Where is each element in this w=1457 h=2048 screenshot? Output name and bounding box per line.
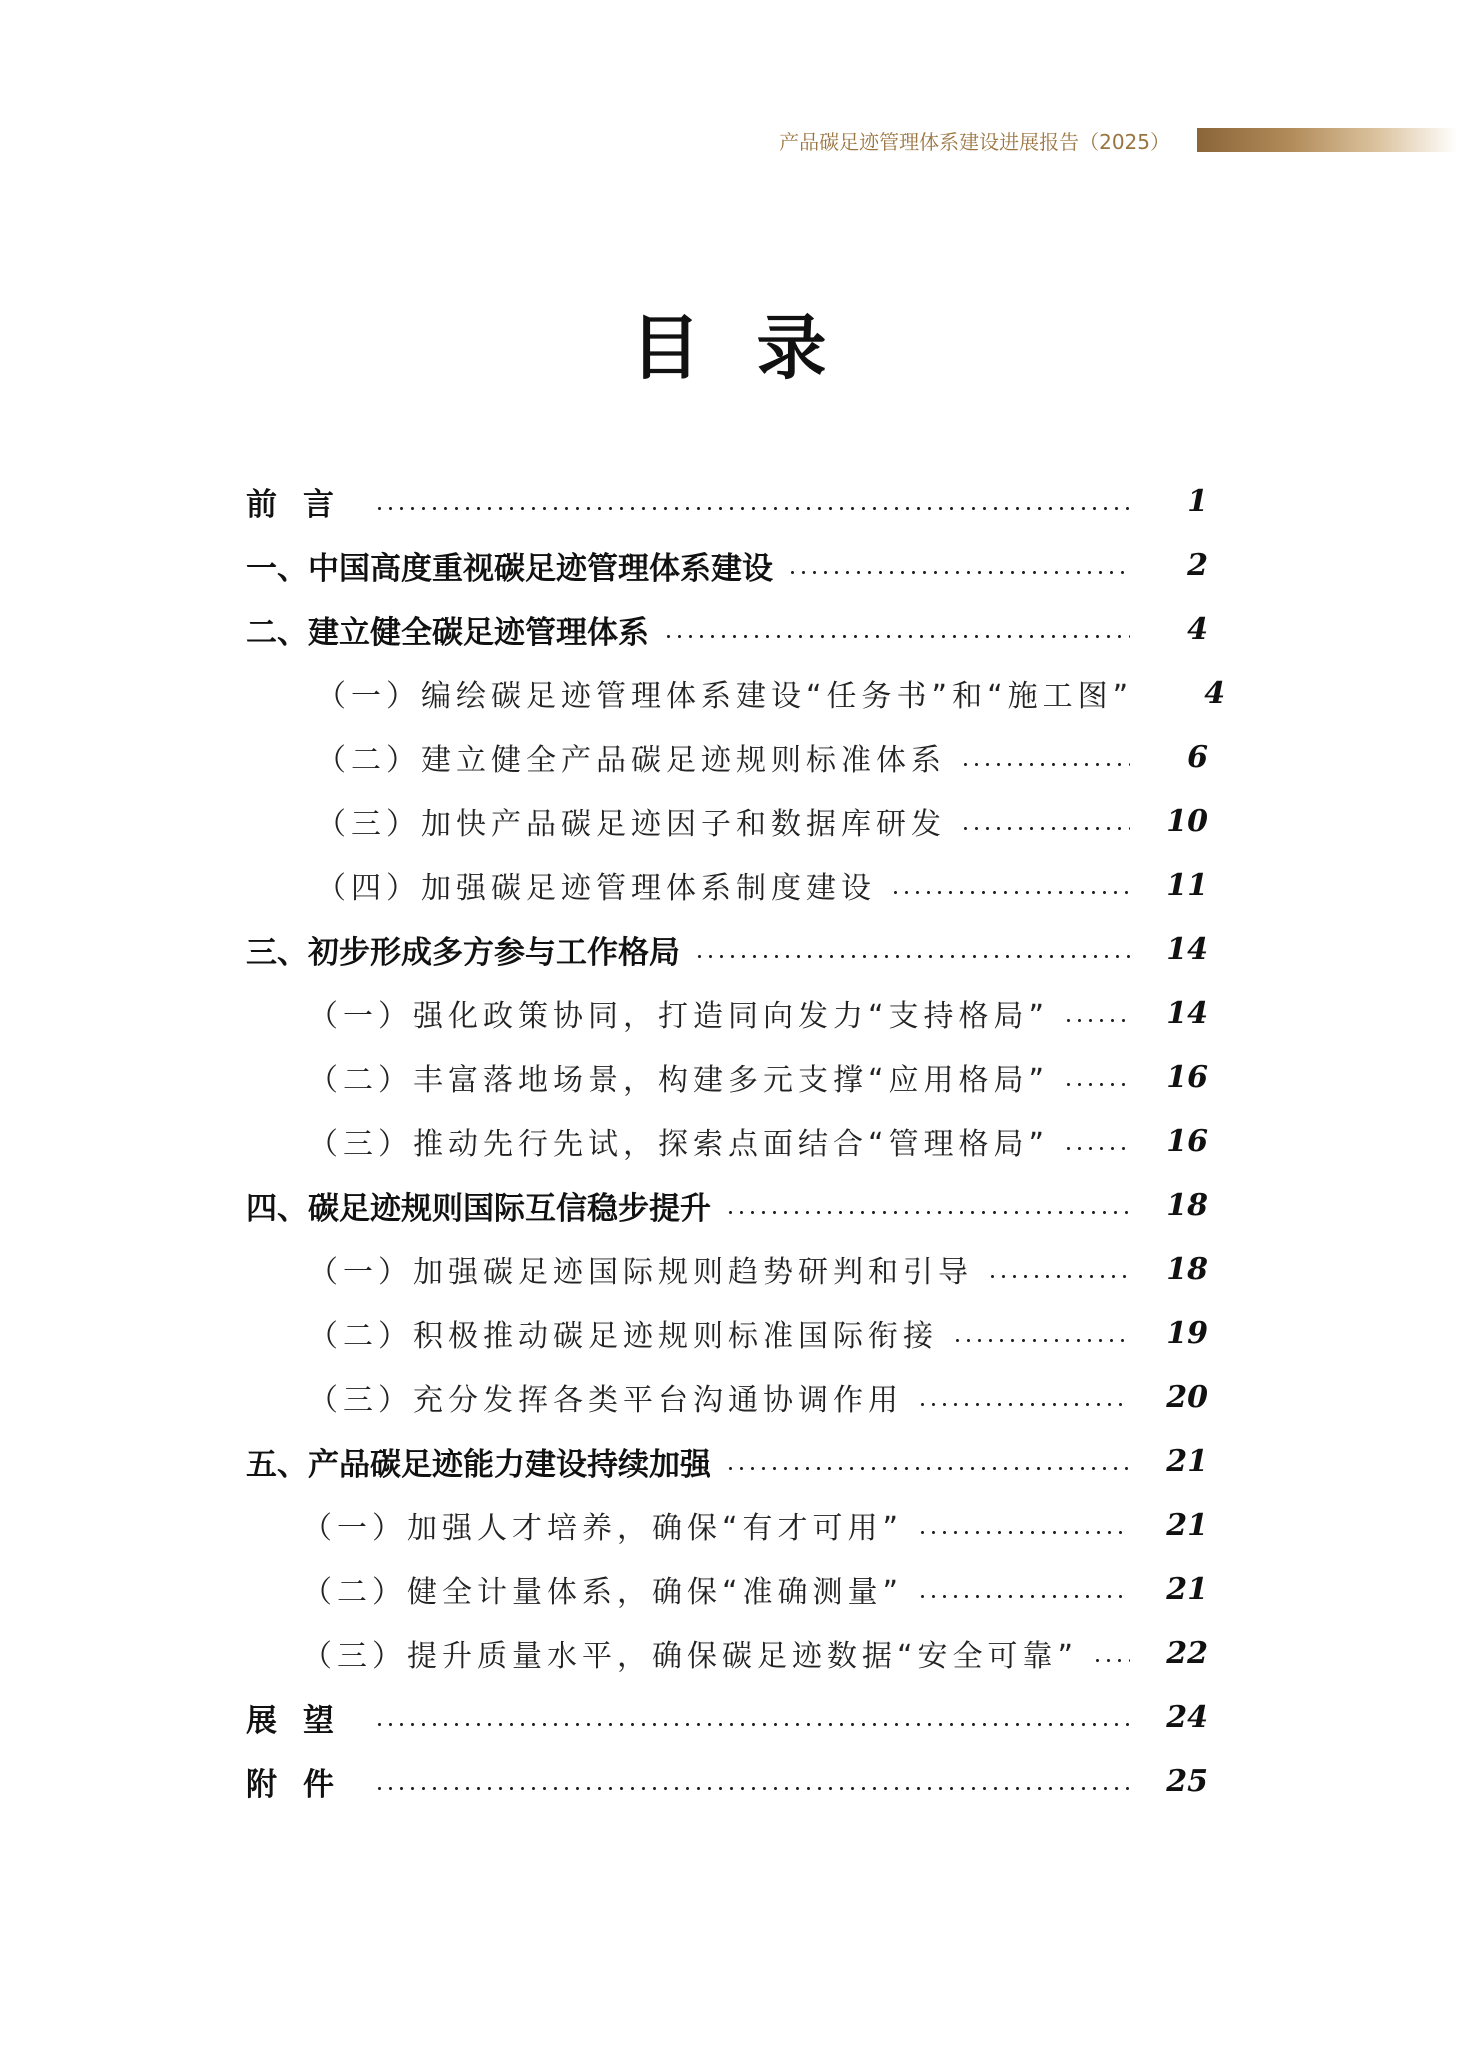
toc-entry-label: （三）充分发挥各类平台沟通协调作用 [308, 1383, 903, 1418]
toc-page-number: 18 [1166, 1187, 1208, 1223]
toc-entry-label: 五、产品碳足迹能力建设持续加强 [246, 1446, 711, 1483]
toc-page-number: 25 [1166, 1763, 1208, 1799]
toc-entry-section-5-1[interactable] [302, 1500, 1208, 1550]
toc-entry-label: （二）积极推动碳足迹规则标准国际衔接 [308, 1319, 938, 1354]
toc-entry-section-5-2[interactable] [302, 1564, 1208, 1614]
toc-entry-label: （二）建立健全产品碳足迹规则标准体系 [316, 743, 946, 778]
dot-leader [890, 891, 1130, 894]
toc-entry-chapter-4[interactable] [246, 1180, 1208, 1230]
toc-entry-section-4-1[interactable] [308, 1244, 1208, 1294]
toc-entry-outlook[interactable] [246, 1692, 1208, 1742]
toc-page-number: 14 [1166, 931, 1208, 967]
toc-page-number: 10 [1166, 803, 1208, 839]
toc-entry-chapter-1[interactable] [246, 540, 1208, 590]
dot-leader [374, 1723, 1130, 1726]
dot-leader [787, 571, 1130, 574]
toc-entry-section-2-2[interactable] [316, 732, 1208, 782]
dot-leader [1063, 1019, 1130, 1022]
dot-leader [374, 1787, 1130, 1790]
toc-entry-label: （三）推动先行先试，探索点面结合“管理格局” [308, 1127, 1050, 1162]
toc-page-number: 16 [1166, 1059, 1208, 1095]
toc-page-number: 18 [1166, 1251, 1208, 1287]
toc-entry-label: 三、初步形成多方参与工作格局 [246, 934, 680, 971]
toc-entry-label: 四、碳足迹规则国际互信稳步提升 [246, 1190, 711, 1227]
report-title: 产品碳足迹管理体系建设进展报告（2025） [779, 130, 1170, 154]
toc-entry-section-5-3[interactable] [302, 1628, 1208, 1678]
toc-entry-section-4-3[interactable] [308, 1372, 1208, 1422]
toc-entry-section-2-1[interactable] [316, 668, 1226, 718]
toc-entry-section-2-4[interactable] [316, 860, 1208, 910]
toc-page-number: 16 [1166, 1123, 1208, 1159]
toc-entry-label: （二）丰富落地场景，构建多元支撑“应用格局” [308, 1063, 1050, 1098]
toc-page-number: 2 [1187, 547, 1208, 583]
toc-page-number: 20 [1166, 1379, 1208, 1415]
toc-page-number: 6 [1187, 739, 1208, 775]
toc-entry-label: 展望 [246, 1702, 360, 1739]
toc-entry-appendix[interactable] [246, 1756, 1208, 1806]
toc-entry-label: 二、建立健全碳足迹管理体系 [246, 614, 649, 651]
toc-entry-section-3-2[interactable] [308, 1052, 1208, 1102]
toc-entry-chapter-3[interactable] [246, 924, 1208, 974]
dot-leader [1063, 1083, 1130, 1086]
dot-leader [663, 635, 1130, 638]
toc-entry-label: 前言 [246, 486, 360, 523]
toc-page-number: 4 [1187, 611, 1208, 647]
dot-leader [725, 1467, 1130, 1470]
toc-entry-label: 一、中国高度重视碳足迹管理体系建设 [246, 550, 773, 587]
toc-entry-section-3-1[interactable] [308, 988, 1208, 1038]
toc-page-number: 11 [1166, 867, 1208, 903]
toc-entry-label: （二）健全计量体系，确保“准确测量” [302, 1575, 904, 1610]
dot-leader [725, 1211, 1130, 1214]
toc-entry-foreword[interactable] [246, 476, 1208, 526]
toc-entry-label: （一）加强人才培养，确保“有才可用” [302, 1511, 904, 1546]
dot-leader [987, 1275, 1130, 1278]
toc-entry-section-2-3[interactable] [316, 796, 1208, 846]
toc-page-number: 4 [1204, 675, 1226, 711]
toc-page-number: 21 [1166, 1443, 1208, 1479]
dot-leader [952, 1339, 1130, 1342]
toc-page-number: 22 [1166, 1635, 1208, 1671]
dot-leader [960, 827, 1130, 830]
toc-page-number: 19 [1166, 1315, 1208, 1351]
dot-leader [960, 763, 1130, 766]
toc-entry-section-3-3[interactable] [308, 1116, 1208, 1166]
toc-page-number: 14 [1166, 995, 1208, 1031]
toc-entry-section-4-2[interactable] [308, 1308, 1208, 1358]
running-header [0, 124, 1457, 160]
dot-leader [694, 955, 1130, 958]
toc-entry-label: （一）强化政策协同，打造同向发力“支持格局” [308, 999, 1050, 1034]
toc-entry-label: （一）加强碳足迹国际规则趋势研判和引导 [308, 1255, 973, 1290]
dot-leader [1092, 1659, 1130, 1662]
dot-leader [917, 1403, 1130, 1406]
toc-page-number: 1 [1187, 483, 1208, 519]
toc-page-number: 24 [1166, 1699, 1208, 1735]
dot-leader [1063, 1147, 1130, 1150]
toc-entry-label: （四）加强碳足迹管理体系制度建设 [316, 871, 876, 906]
toc-page-number: 21 [1166, 1571, 1208, 1607]
toc-entry-chapter-5[interactable] [246, 1436, 1208, 1486]
toc-entry-label: 附件 [246, 1766, 360, 1803]
toc-page-number: 21 [1166, 1507, 1208, 1543]
toc-entry-label: （三）提升质量水平，确保碳足迹数据“安全可靠” [302, 1639, 1079, 1674]
dot-leader [917, 1531, 1130, 1534]
toc-entry-chapter-2[interactable] [246, 604, 1208, 654]
dot-leader [917, 1595, 1130, 1598]
toc-entry-label: （一）编绘碳足迹管理体系建设“任务书”和“施工图” [316, 679, 1134, 714]
header-accent-bar [1197, 128, 1457, 152]
page-title: 目录 [630, 307, 883, 389]
toc-entry-label: （三）加快产品碳足迹因子和数据库研发 [316, 807, 946, 842]
dot-leader [374, 507, 1130, 510]
